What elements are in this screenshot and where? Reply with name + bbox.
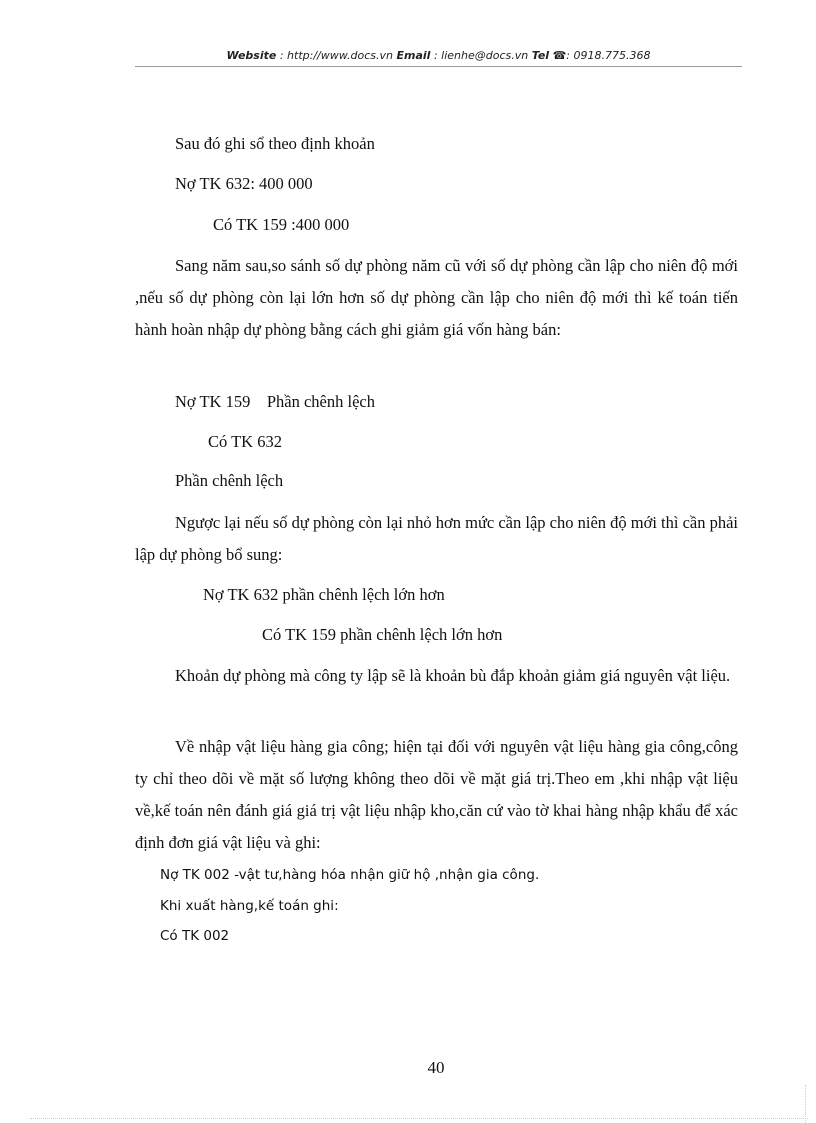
sans-line-1: Nợ TK 002 -vật tư,hàng hóa nhận giữ hộ ,nhận gia công. bbox=[160, 867, 540, 883]
side-divider bbox=[805, 1085, 806, 1123]
website-label: Website bbox=[226, 49, 277, 62]
text-line-8: Có TK 159 phần chênh lệch lớn hơn bbox=[262, 625, 503, 644]
paragraph-2: Ngược lại nếu số dự phòng còn lại nhỏ hơn mức cần lập cho niên độ mới thì cần phải lập dự phòng bổ sung: bbox=[135, 513, 739, 564]
footer-divider bbox=[30, 1118, 808, 1119]
paragraph-1: Sang năm sau,so sánh số dự phòng năm cũ với số dự phòng cần lập cho niên độ mới ,nếu số dự phòng còn lại lớn hơn số dự phòng cần lập cho niên độ mới thì kế toán tiến hành hoàn nhập dự phòng bằng cách ghi giảm giá vốn hàng bán: bbox=[135, 256, 738, 339]
text-line-3: Có TK 159 :400 000 bbox=[213, 215, 350, 234]
sans-line-3: Có TK 002 bbox=[160, 928, 230, 944]
page-number: 40 bbox=[427, 1058, 445, 1077]
text-line-4: Nợ TK 159 Phần chênh lệch bbox=[175, 392, 375, 411]
paragraph-4: Về nhập vật liệu hàng gia công; hiện tại đối với nguyên vật liệu hàng gia công,công ty chỉ theo dõi về mặt số lượng không theo dõi về mặt giá trị.Theo em ,khi nhập vật liệu về,kế toán nên đánh giá giá trị vật liệu nhập kho,căn cứ vào tờ khai hàng nhập khẩu để xác định đơn giá vật liệu và ghi: bbox=[135, 737, 738, 852]
text-line-5: Có TK 632 bbox=[208, 432, 282, 451]
website-url: : http://www.docs.vn bbox=[279, 49, 394, 62]
phone-icon: ☎ bbox=[552, 49, 567, 62]
paragraph-3: Khoản dự phòng mà công ty lập sẽ là khoản bù đắp khoản giảm giá nguyên vật liệu. bbox=[175, 666, 731, 685]
email-value: : lienhe@docs.vn bbox=[433, 49, 529, 62]
text-line-7: Nợ TK 632 phần chênh lệch lớn hơn bbox=[203, 585, 445, 604]
text-line-6: Phần chênh lệch bbox=[175, 471, 284, 490]
email-label: Email bbox=[396, 49, 431, 62]
tel-label: Tel bbox=[531, 49, 550, 62]
text-line-1: Sau đó ghi sổ theo định khoản bbox=[175, 134, 375, 153]
tel-value: : 0918.775.368 bbox=[566, 49, 651, 62]
sans-line-2: Khi xuất hàng,kế toán ghi: bbox=[160, 898, 339, 914]
text-line-2: Nợ TK 632: 400 000 bbox=[175, 174, 313, 193]
page-header bbox=[135, 46, 742, 67]
